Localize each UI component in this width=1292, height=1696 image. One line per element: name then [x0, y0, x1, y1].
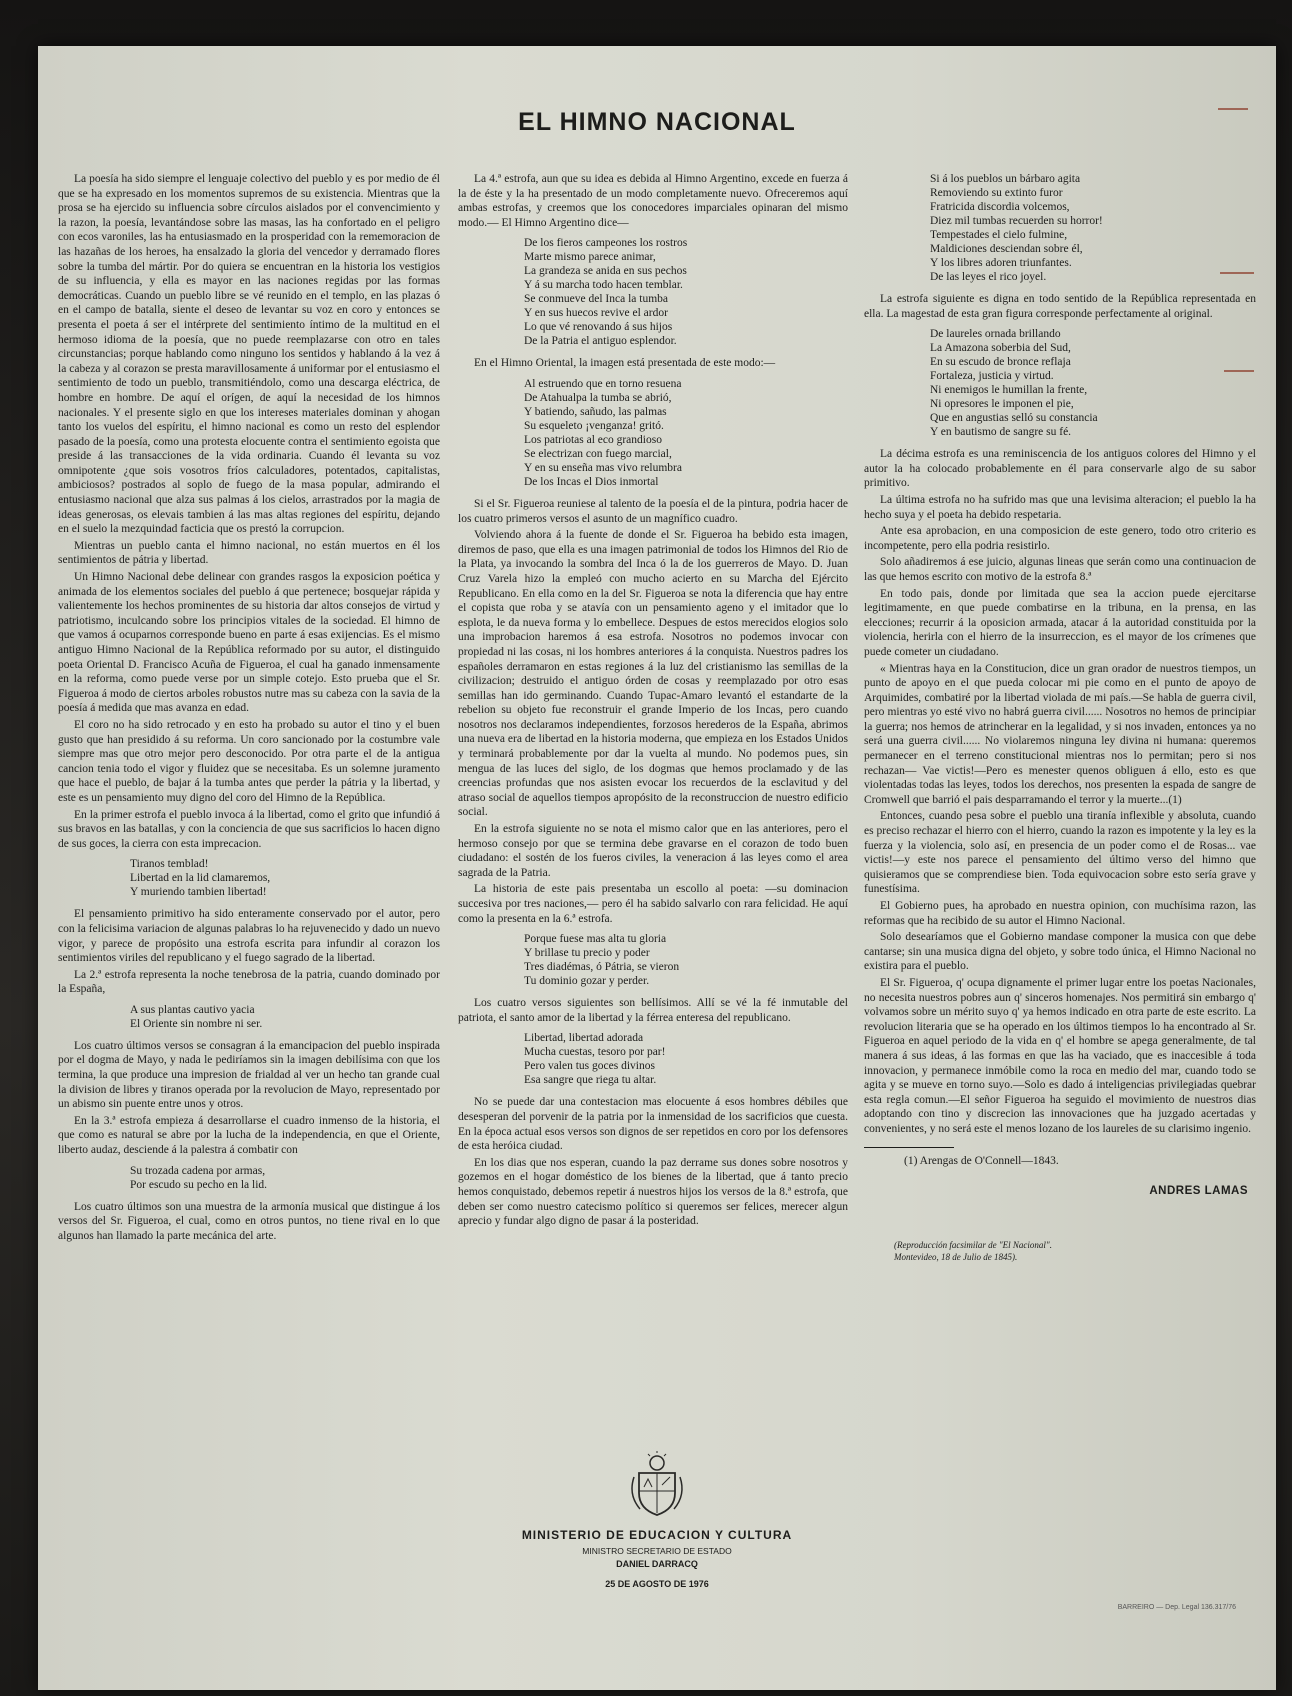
page-title: EL HIMNO NACIONAL: [518, 108, 796, 136]
verse-line: El Oriente sin nombre ni ser.: [130, 1017, 263, 1030]
paragraph: En el Himno Oriental, la imagen está presentada de este modo:—: [474, 357, 776, 370]
publication-date: 25 DE AGOSTO DE 1976: [605, 1579, 709, 1589]
paragraph: Si el Sr. Figueroa reuniese al talento de la poesía el de la pintura, podria hacer de los cuatro primeros versos el asunto de un magnífico cuadro.: [458, 497, 848, 525]
verse-line: Ni opresores le imponen el pie,: [930, 398, 1074, 411]
verse-line: De las leyes el rico joyel.: [930, 271, 1047, 283]
paragraph: En todo pais, donde por limitada que sea la accion puede ejercitarse legitimamente, en que puede combatirse en la tribuna, en la prensa, en las elecciones; recurrir á la oposicion armada, atacar á la autoridad constituida por la violencia, herirla con el hierro de la insurreccion, es el mayor de los crímenes que puede cometer un ciudadano.: [864, 587, 1256, 658]
verse: [524, 1031, 848, 1087]
verse-line: Tres diadémas, ó Pátria, se vieron: [524, 961, 680, 974]
verse-line: Y brillase tu precio y poder: [524, 947, 650, 960]
column-middle: [458, 172, 848, 1231]
paragraph: La 4.ª estrofa, aun que su idea es debida al Himno Argentino, excede en fuerza á la de éste y la ha presentado de un modo completamente nuevo. Ofreceremos aquí ambas estrofas, y creemos que los conocedores imparciales opinaran del mismo modo.— El Himno Argentino dice—: [458, 173, 848, 229]
author-signature: ANDRES LAMAS: [1149, 1185, 1248, 1198]
verse-line: En su escudo de bronce reflaja: [930, 356, 1071, 369]
verse-line: Y en bautismo de sangre su fé.: [930, 426, 1072, 439]
ministry-name: MINISTERIO DE EDUCACION Y CULTURA: [521, 1528, 793, 1542]
paragraph: En la 3.ª estrofa empieza á desarrollarse el cuadro inmenso de la historia, el que como es natural se abre por la lucha de la independencia, en que el Oriente, liberto audaz, desciende á la palestra á combatir con: [58, 1114, 440, 1157]
verse-line: Por escudo su pecho en la lid.: [130, 1178, 268, 1191]
verse: [130, 1164, 440, 1192]
verse-line: Fortaleza, justicia y virtud.: [930, 370, 1054, 383]
paragraph: Solo desearíamos que el Gobierno mandase componer la musica con que debe cantarse; sin una musica digna del objeto, y sobre todo única, el Himno Nacional no existira para el pueblo.: [864, 931, 1256, 973]
paragraph: La 2.ª estrofa representa la noche tenebrosa de la patria, cuando dominado por la España,: [58, 968, 440, 996]
verse-line: Fratricida discordia volcemos,: [930, 201, 1070, 213]
verse-line: Lo que vé renovando á sus hijos: [524, 321, 673, 334]
poster-sheet: [38, 46, 1276, 1690]
verse-line: De la Patria el antiguo esplendor.: [524, 335, 677, 348]
verse-line: Pero valen tus goces divinos: [524, 1060, 655, 1073]
verse-line: Y los libres adoren triunfantes.: [930, 257, 1072, 269]
verse-line: Se electrizan con fuego marcial,: [524, 447, 672, 460]
minister-name: DANIEL DARRACQ: [616, 1559, 698, 1569]
paragraph: La décima estrofa es una reminiscencia de los antiguos colores del Himno y el autor la ha colocado probablemente en él para conservarle algo de su sabor primitivo.: [864, 448, 1256, 490]
paragraph: Mientras un pueblo canta el himno nacional, no están muertos en él los sentimientos de pátria y libertad.: [58, 539, 440, 567]
verse-line: De laureles ornada brillando: [930, 328, 1061, 341]
paragraph: Ante esa aprobacion, en una composicion de este genero, todo otro criterio es incompetente, pero ella podria resistirlo.: [864, 525, 1256, 552]
paragraph: El Sr. Figueroa, q' ocupa dignamente el primer lugar entre los poetas Nacionales, no necesita nuestros pobres aun q' sinceros homenajes. Nos permitirá sin embargo q' volvamos sobre un mérito suyo q' ya hemos indicado en otra parte de este escrito. La revolucion literaria que se ha operado en los últimos tiempos lo ha encontrado al Sr. Figueroa en aquel periodo de la vida en q' el hombre se apega generalmente, de tal manera á sus ideas, á las formas en que las ha vaciado, que es inaccesible á toda innovacion, y permanece inmóbile como la roca en medio del mar, cuando todo se agita y se mueve en torno suyo.—Solo es dado á inteligencias privilegiadas quebrar esta regla comun.—El señor Figueroa ha seguido el movimiento de nuestros dias adoptando con tino y discrecion las innovaciones que ha juzgado acertadas y convenientes, y no será este el menos lozano de los laureles de su clarisimo ingenio.: [864, 976, 1256, 1135]
minister-title: MINISTRO SECRETARIO DE ESTADO: [582, 1546, 732, 1556]
footer: [38, 1451, 1276, 1589]
verse-line: Se conmueve del Inca la tumba: [524, 293, 669, 306]
reproduction-note: [894, 1239, 1256, 1263]
verse: [930, 327, 1256, 439]
verse-line: Y á su marcha todo hacen temblar.: [524, 279, 683, 292]
verse-line: Al estruendo que en torno resuena: [524, 377, 682, 390]
paragraph: Los cuatro versos siguientes son bellísimos. Allí se vé la fé inmutable del patriota, el santo amor de la libertad y la férrea enteresa del republicano.: [458, 997, 848, 1024]
verse-line: Maldiciones desciendan sobre él,: [930, 243, 1083, 255]
verse-line: Y en su enseña mas vivo relumbra: [524, 461, 682, 474]
verse: [130, 1003, 440, 1031]
column-left: [58, 172, 440, 1245]
reproduction-note-line: Montevideo, 18 de Julio de 1845).: [894, 1251, 1018, 1262]
verse-line: Que en angustias selló su constancia: [930, 412, 1098, 425]
paragraph: El Gobierno pues, ha aprobado en nuestra opinion, con muchísima razon, las reformas que ha recibido de su autor el Himno Nacional.: [864, 900, 1256, 927]
verse: [524, 932, 848, 988]
verse-line: A sus plantas cautivo yacia: [130, 1003, 255, 1016]
verse-line: Los patriotas al eco grandioso: [524, 433, 662, 446]
paragraph: Un Himno Nacional debe delinear con grandes rasgos la exposicion poética y animada de los elementos sociales del pueblo á que pertenece; bosquejar rápida y valientemente los hechos prominentes de su historia dar altos consejos de virtud y patriotismo, inculcando sobre los principios vitales de la sociedad. El himno de que vamos á ocuparnos corresponde bueno en parte á esas exijencias. Es el mismo antiguo Himno Nacional de la República reformado por su autor, el distinguido poeta Oriental D. Francisco Acuña de Figueroa, el cual ha ganado inmensamente en la reforma, como puede verse por un simple cotejo. Esto prueba que el Sr. Figueroa á modo de ciertos arboles robustos nutre mas su cabeza con la savia de la poesía á medida que mas avanza en edad.: [58, 571, 440, 715]
verse-line: Libertad, libertad adorada: [524, 1032, 644, 1045]
verse-line: Su trozada cadena por armas,: [130, 1164, 266, 1177]
verse-line: Si á los pueblos un bárbaro agita: [930, 173, 1081, 185]
verse: [930, 172, 1256, 284]
verse-line: Y muriendo tambien libertad!: [130, 886, 267, 899]
paragraph: El coro no ha sido retrocado y en esto ha probado su autor el tino y el buen gusto que han presidido á su reforma. Un coro sancionado por la costumbre vale siempre mas que otro mejor pero desconocido. Por otra parte el de la antigua cancion tenia todo el vigor y fluidez que se necesitaba. Es un solemne juramento que hace el pueblo, de bajar á la tumba antes que perder la pátria y la libertad, y este es un pensamiento muy digno del coro del Himno de la República.: [58, 718, 440, 804]
verse-line: Tempestades el cielo fulmine,: [930, 229, 1068, 241]
verse-line: La grandeza se anida en sus pechos: [524, 265, 687, 278]
verse-line: Y en sus huecos revive el ardor: [524, 307, 668, 320]
verse-line: Libertad en la lid clamaremos,: [130, 872, 271, 885]
verse: [130, 857, 440, 899]
verse-line: Y batiendo, sañudo, las palmas: [524, 405, 667, 418]
verse-line: Porque fuese mas alta tu gloria: [524, 933, 667, 946]
verse-line: Tiranos temblad!: [130, 858, 209, 871]
verse-line: De Atahualpa la tumba se abrió,: [524, 391, 672, 404]
paragraph: La poesía ha sido siempre el lenguaje colectivo del pueblo y es por medio de él que se ha expresado en los momentos supremos de su existencia. Mientras que la prosa se ha ejercido su influencia sobre círculos aislados por el convencimiento y la razon, la poesía, levantándose sobre las masas, las ha confortado en el peligro con ecos varoniles, las ha entusiasmado en la prosperidad con la rememoracion de las hazañas de los heroes, ha ensalzado la gloria del vencedor y derramado flores sobre la tumba del mártir. Por do quiera se encuentran en la historia los vestigios de su influencia, y ella es mayor en las naciones regidas por las formas democráticas. Cuando un pueblo libre se vé reunido en el templo, en las plazas ó en el campo de batalla, siente el deseo de levantar su voz en coro y entonces se presenta el poeta á ser el intérprete del sentimiento íntimo de la multitud en el hermoso idioma de la poesía, que no puede reemplazarse con otro en tales circunstancias; porque hablando como ninguno los sentidos y hablando á la vez á la cabeza y al corazon se presta maravillosamente á uniformar por el entusiasmo el sentimiento de todo un pueblo, transmitiéndolo, como una descarga eléctrica, de hombre en hombre. De aquí el orígen, de aquí la necesidad de los himnos nacionales. Y el presente siglo en que los intereses materiales dominan y ahogan tanto los vuelos del espíritu, el himno nacional es como un resto del esplendor pasado de la poesía, como una protesta elocuente contra el sentimiento egoista que preside á las transacciones de la vida ordinaria. Cuando él levanta su voz omnipotente ¿que sois vosotros fríos calculadores, potentados, capitalistas, ambiciosos? postrados al soplo de fuego de la masa popular, admirando el entusiasmo nacional que alza sus palmas á los cielos, arrastrados por la magia de ideas generosas, os elevais tambien á las mas altas regiones del espíritu, dejando en el suelo la mezquindad facticia que os prestó la corrupcion.: [58, 173, 440, 536]
verse-line: Removiendo su extinto furor: [930, 187, 1063, 199]
paragraph: Volviendo ahora á la fuente de donde el Sr. Figueroa ha bebido esta imagen, diremos de paso, que ella es una imagen patrimonial de todos los Himnos del Rio de la Plata, ya invocando la sombra del Inca ó la de los guerreros de Mayo. D. Juan Cruz Varela hizo la empleó con mucho acierto en su Marcha del Ejército Republicano. En ella como en la del Sr. Figueroa se nota la diferencia que hay entre el copista que roba y se atavía con un pensamiento ageno y el imitador que lo esplota, le da nueva forma y lo embellece. Despues de estos merecidos elogios solo una improbacion haremos á esa estrofa. Nosotros no podemos invocar con propiedad ni las cosas, ni los hombres anteriores á la conquista. Nuestros padres los españoles derramaron en estas regiones á la luz del cristianismo las semillas de la civilizacion; destruido el antiguo órden de cosas y reemplazado por otro esas semillas han ido germinando. Cuando Tupac-Amaro levantó el estandarte de la rebelion su objeto fue reconstruir el grande Imperio de los Incas, pero cuando nosotros nos declaramos independientes, forzosos herederos de la España, abrimos una nueva era de libertad en la historia moderna, que empieza en los Estados Unidos y terminará probablemente por dar la vuelta al mundo. No podemos pues, sin mengua de las luces del siglo, de los dogmas que hemos proclamado y de las creencias profundas que nos asisten evocar los recuerdos de la esclavitud y del atraso social de aquellos tiempos apropósito de la reconstruccion de nuestro edificio social.: [458, 529, 848, 819]
verse-line: Diez mil tumbas recuerden su horror!: [930, 215, 1103, 227]
footnote-divider: [864, 1147, 954, 1148]
paragraph: El pensamiento primitivo ha sido enteramente conservado por el autor, pero con la felicisima variacion de algunas palabras lo ha rejuvenecido y dado un nuevo vigor, y parece de propósito una estrofa escrita para infundir al corazon los sentimientos viriles del republicano y el fuego sagrado de la libertad.: [58, 908, 440, 965]
paragraph: No se puede dar una contestacion mas elocuente á esos hombres débiles que desesperan del porvenir de la patria por la inmensidad de los sacrificios que cuesta. En la época actual esos versos son dignos de ser repetidos en coro por los defensores de esta heróica ciudad.: [458, 1096, 848, 1153]
verse-line: De los fieros campeones los rostros: [524, 237, 688, 250]
paragraph: Entonces, cuando pesa sobre el pueblo una tiranía inflexible y absoluta, cuando es preciso rechazar el hierro con el hierro, cuando la razon es impotente y la ley es la fuerza y la violencia, solo así, en presencia de un poder como el de Rosas... vae victis!—y este nos parece el pensamiento del último verso del himno que quisieramos que se comprendiese bien. Toda equivocacion sobre esto sería grave y funestísima.: [864, 810, 1256, 896]
column-right: [864, 172, 1256, 1263]
paragraph: La última estrofa no ha sufrido mas que una levisima alteracion; el pueblo la ha hecho suya y el poeta ha debido respetaria.: [864, 493, 1256, 521]
verse-line: Mucha cuestas, tesoro por par!: [524, 1046, 666, 1059]
print-code: BARREIRO — Dep. Legal 136.317/76: [1117, 1604, 1236, 1611]
verse-line: Marte mismo parece animar,: [524, 251, 656, 264]
verse: [524, 236, 848, 348]
footnote: (1) Arengas de O'Connell—1843.: [904, 1154, 1059, 1167]
paragraph: La historia de este pais presentaba un escollo al poeta: —su dominacion succesiva por tres naciones,— pero él ha sabido salvarlo con rara felicidad. He aquí como la presenta en la 6.ª estrofa.: [458, 883, 848, 925]
quotation-paragraph: « Mientras haya en la Constitucion, dice un gran orador de nuestros tiempos, un punto de apoyo en el que pueda colocar mi pie como en el punto de apoyo de Arquimides, combatiré por la libertad violada de mi país.—Se habla de guerra civil, pero mientras yo esté vivo no habrá guerra civil...... Nosotros no hemos de principiar la guerra; nos hemos de atrincherar en la legalidad, y si nos invaden, entonces ya no será una guerra civil...... No violaremos ninguna ley divina ni humana: queremos permanecer en el terreno constitucional mientras nos lo permitan; pero si nos rechazan— Vae victis!—Pero es menester quenos obliguen á ello, esto es que violentadas todas las leyes, todos los derechos, nos presenten la espada de sangre de Cromwell que barrió el pais desparramando el terror y la muerte...(1): [864, 662, 1256, 806]
paragraph: La estrofa siguiente es digna en todo sentido de la República representada en ella. La magestad de esta gran figura corresponde perfectamente al original.: [864, 293, 1256, 320]
paragraph: Solo añadiremos á ese juicio, algunas lineas que serán como una continuacion de las que hemos escrito con motivo de la estrofa 8.ª: [864, 556, 1256, 583]
paragraph: En los dias que nos esperan, cuando la paz derrame sus dones sobre nosotros y gozemos en el hogar doméstico de los bienes de la libertad, que á tanto precio hemos conquistado, debemos repetir á nuestros hijos los versos de la 8.ª estrofa, que deben ser como nuestro catecismo político si queremos ser felices, merecer algun aprecio y fundar algo digno de pasar á la posteridad.: [458, 1156, 848, 1228]
verse: [524, 377, 848, 489]
coat-of-arms-icon: [626, 1451, 688, 1517]
paragraph: Los cuatro últimos son una muestra de la armonía musical que distingue á los versos del Sr. Figueroa, el cual, como en otros puntos, no tiene rival en lo que algunos han llamado la parte mecánica del arte.: [58, 1200, 440, 1242]
verse-line: Esa sangre que riega tu altar.: [524, 1074, 657, 1087]
paragraph: En la primer estrofa el pueblo invoca á la libertad, como el grito que infundió á sus bravos en las batallas, y con la conciencia de que sus sacrificios lo hacen digno de sus goces, la cierra con esta imprecacion.: [58, 808, 440, 850]
verse-line: La Amazona soberbia del Sud,: [930, 342, 1071, 355]
verse-line: Ni enemigos le humillan la frente,: [930, 384, 1088, 397]
paragraph: Los cuatro últimos versos se consagran á la emancipacion del pueblo inspirada por el dogma de Mayo, y nada le pediríamos sin la imagen debilísima con que los termina, la que produce una impresion de frialdad al ver un hecho tan grande cual la division de libres y tiranos operada por la revolucion de Mayo, representado por un abismo sin puente entre unos y otros.: [58, 1039, 440, 1111]
verse-line: De los Incas el Dios inmortal: [524, 475, 659, 488]
verse-line: Su esqueleto ¡venganza! gritó.: [524, 419, 664, 432]
reproduction-note-line: (Reproducción facsimilar de "El Nacional".: [894, 1239, 1052, 1250]
verse-line: Tu dominio gozar y perder.: [524, 975, 650, 988]
paragraph: En la estrofa siguiente no se nota el mismo calor que en las anteriores, pero el hermoso consejo por que se termina debe gravarse en el corazon de todo buen ciudadano: el sostén de los fueros civiles, la veneracion á las leyes como el area sagrada de la Patria.: [458, 823, 848, 879]
